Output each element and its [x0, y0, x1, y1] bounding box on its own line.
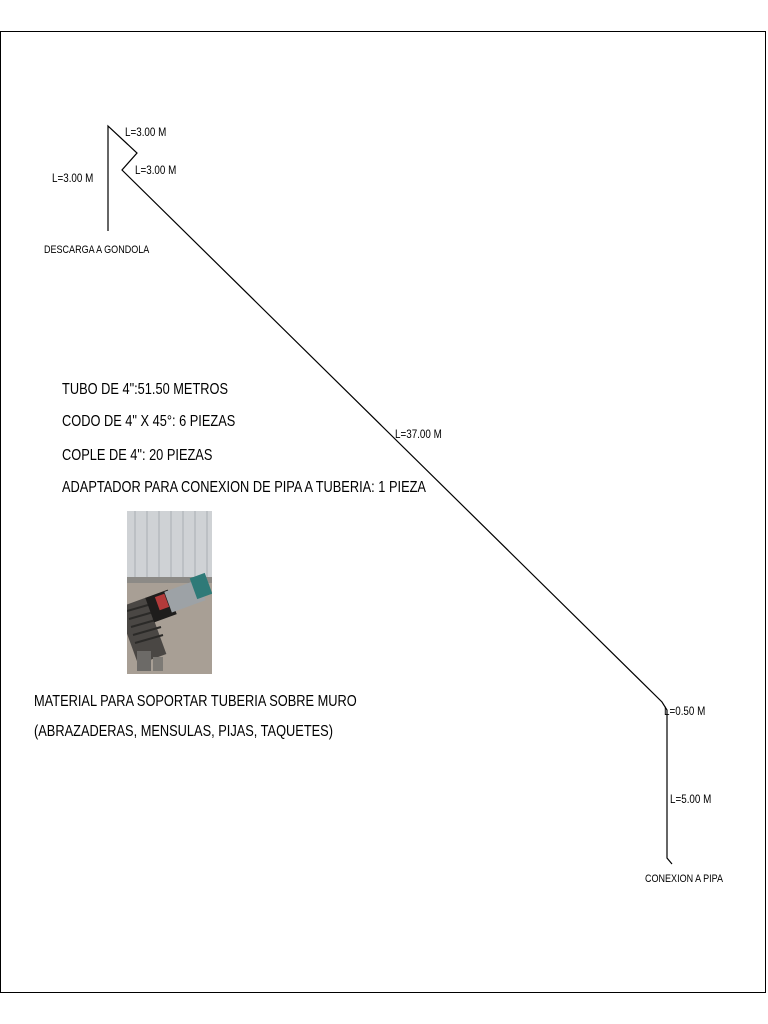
discharge-label: DESCARGA A GONDOLA	[44, 244, 150, 256]
connection-label: CONEXION A PIPA	[645, 873, 724, 885]
material-item: ADAPTADOR PARA CONEXION DE PIPA A TUBERIA: 1 PIEZA	[62, 479, 426, 496]
dim-top-diagonal: L=3.00 M	[125, 125, 167, 139]
dim-left-vertical: L=3.00 M	[52, 171, 94, 185]
material-item: CODO DE 4" X 45°: 6 PIEZAS	[62, 413, 236, 430]
support-material-detail: (ABRAZADERAS, MENSULAS, PIJAS, TAQUETES)	[34, 723, 333, 740]
support-material-title: MATERIAL PARA SOPORTAR TUBERIA SOBRE MURO	[34, 693, 357, 710]
material-item: COPLE DE 4": 20 PIEZAS	[62, 447, 213, 464]
pipe-adapter-photo	[127, 511, 212, 674]
dim-long-diagonal: L=37.00 M	[395, 427, 442, 441]
dim-bottom-horizontal: L=0.50 M	[664, 704, 706, 718]
dim-short-diagonal: L=3.00 M	[135, 163, 177, 177]
material-item: TUBO DE 4":51.50 METROS	[62, 381, 229, 398]
dim-bottom-vertical: L=5.00 M	[670, 792, 712, 806]
